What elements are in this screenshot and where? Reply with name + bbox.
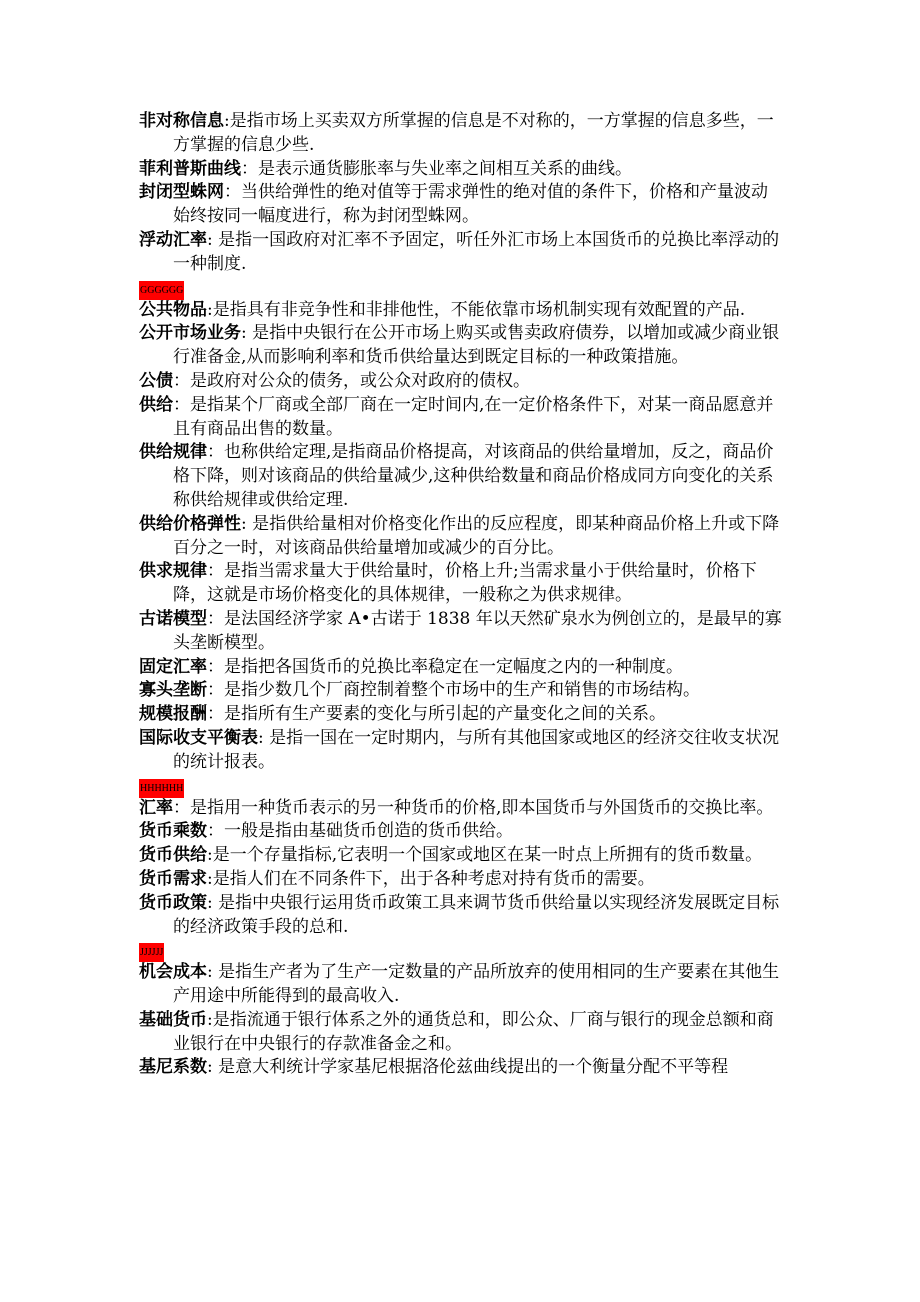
entry-term: 货币供给: [139, 845, 207, 866]
entry-term: 供给价格弹性: [139, 513, 241, 534]
entry-definition: ：也称供给定理,是指商品价格提高，对该商品的供给量增加，反之，商品价格下降，则对该商品的供给量减少,这种供给数量和商品价格成同方向变化的关系称供给规律或供给定理.: [173, 442, 774, 510]
glossary-entry: [139, 560, 784, 608]
entry-definition: : 是指生产者为了生产一定数量的产品所放弃的使用相同的生产要素在其他生产用途中所能得到的最高收入.: [173, 962, 780, 1007]
entry-term: 浮动汇率: [139, 229, 207, 250]
entry-term: 规模报酬: [139, 704, 207, 725]
glossary-entry: [139, 608, 784, 656]
entry-term: 国际收支平衡表: [139, 727, 258, 748]
section-letter-label: GGGGGG: [139, 281, 184, 300]
entry-term: 古诺模型: [139, 608, 207, 629]
glossary-entry: [139, 961, 784, 1009]
entry-term: 供求规律: [139, 561, 207, 582]
glossary-entry: [139, 229, 784, 277]
entry-term: 货币需求: [139, 868, 207, 889]
glossary-entry: [139, 299, 784, 323]
glossary-entry: [139, 370, 784, 394]
entry-term: 基础货币: [139, 1009, 207, 1030]
section-letter-label: HHHHHH: [139, 779, 184, 798]
glossary-entry: [139, 679, 784, 703]
entry-term: 菲利普斯曲线: [139, 158, 241, 179]
entry-definition: : 是指一国政府对汇率不予固定，听任外汇市场上本国货币的兑换比率浮动的一种制度.: [173, 229, 780, 274]
entry-definition: ：是指少数几个厂商控制着整个市场中的生产和销售的市场结构。: [207, 680, 700, 701]
glossary-entry: [139, 820, 784, 844]
entry-term: 货币乘数: [139, 821, 207, 842]
entry-definition: ：是表示通货膨胀率与失业率之间相互关系的曲线。: [241, 158, 632, 179]
entry-definition: : 是意大利统计学家基尼根据洛伦兹曲线提出的一个衡量分配不平等程: [207, 1057, 729, 1078]
entry-definition: ：是政府对公众的债务，或公众对政府的债权。: [173, 370, 530, 391]
glossary-content: [139, 110, 784, 1080]
entry-definition: ：是指当需求量大于供给量时，价格上升;当需求量小于供给量时，价格下降，这就是市场价格变化的具体规律，一般称之为供求规律。: [173, 561, 757, 606]
entry-definition: : 是指供给量相对价格变化作出的反应程度，即某种商品价格上升或下降百分之一时，对该商品供给量增加或减少的百分比。: [173, 513, 780, 558]
glossary-entry: [139, 1009, 784, 1057]
entry-term: 封闭型蛛网: [139, 182, 224, 203]
entry-term: 货币政策: [139, 892, 207, 913]
glossary-entry: [139, 110, 784, 158]
entry-definition: ：一般是指由基础货币创造的货币供给。: [207, 821, 513, 842]
entry-definition: : 是指中央银行在公开市场上购买或售卖政府债券，以增加或减少商业银行准备金,从而影响利率和货币供给量达到既定目标的一种政策措施。: [173, 323, 780, 368]
section-letter-header: [139, 775, 784, 797]
glossary-entry: [139, 656, 784, 680]
entry-term: 公债: [139, 370, 173, 391]
entry-definition: :是指具有非竞争性和非排他性，不能依靠市场机制实现有效配置的产品.: [207, 299, 746, 320]
section-letter-header: [139, 277, 784, 299]
entry-definition: ：是指用一种货币表示的另一种货币的价格,即本国货币与外国货币的交换比率。: [173, 797, 774, 818]
glossary-entry: [139, 513, 784, 561]
entry-term: 汇率: [139, 797, 173, 818]
glossary-entry: [139, 158, 784, 182]
entry-term: 公共物品: [139, 299, 207, 320]
entry-definition: :是指市场上买卖双方所掌握的信息是不对称的，一方掌握的信息多些，一方掌握的信息少些.: [173, 111, 774, 155]
entry-definition: ：是指某个厂商或全部厂商在一定时间内,在一定价格条件下，对某一商品愿意并且有商品出售的数量。: [173, 394, 774, 439]
entry-definition: ：当供给弹性的绝对值等于需求弹性的绝对值的条件下，价格和产量波动始终按同一幅度进行，称为封闭型蛛网。: [173, 182, 768, 227]
entry-term: 公开市场业务: [139, 323, 241, 344]
section-letter-label: JJJJJJ: [139, 943, 164, 962]
entry-term: 固定汇率: [139, 656, 207, 677]
glossary-entry: [139, 394, 784, 442]
glossary-entry: [139, 892, 784, 940]
glossary-entry: [139, 868, 784, 892]
entry-term: 供给: [139, 394, 173, 415]
entry-definition: : 是指一国在一定时期内，与所有其他国家或地区的经济交往收支状况的统计报表。: [173, 727, 780, 772]
glossary-entry: [139, 703, 784, 727]
entry-term: 供给规律: [139, 442, 207, 463]
glossary-entry: [139, 727, 784, 775]
section-letter-header: [139, 939, 784, 961]
entry-definition: : 是指中央银行运用货币政策工具来调节货币供给量以实现经济发展既定目标的经济政策手段的总和.: [173, 892, 780, 937]
glossary-entry: [139, 844, 784, 868]
glossary-entry: [139, 181, 784, 229]
glossary-entry: [139, 1056, 784, 1080]
entry-term: 寡头垄断: [139, 680, 207, 701]
entry-term: 基尼系数: [139, 1057, 207, 1078]
entry-term: 非对称信息: [139, 111, 224, 131]
entry-definition: ：是法国经济学家 A•古诺于 1838 年以天然矿泉水为例创立的，是最早的寡头垄断模型。: [173, 608, 782, 653]
glossary-entry: [139, 441, 784, 512]
glossary-entry: [139, 797, 784, 821]
entry-definition: :是一个存量指标,它表明一个国家或地区在某一时点上所拥有的货币数量。: [207, 845, 763, 866]
entry-definition: ：是指把各国货币的兑换比率稳定在一定幅度之内的一种制度。: [207, 656, 683, 677]
entry-term: 机会成本: [139, 962, 207, 983]
entry-definition: ：是指所有生产要素的变化与所引起的产量变化之间的关系。: [207, 704, 666, 725]
entry-definition: :是指流通于银行体系之外的通货总和，即公众、厂商与银行的现金总额和商业银行在中央银行的存款准备金之和。: [173, 1009, 774, 1054]
entry-definition: :是指人们在不同条件下，出于各种考虑对持有货币的需要。: [207, 868, 655, 889]
glossary-entry: [139, 322, 784, 370]
